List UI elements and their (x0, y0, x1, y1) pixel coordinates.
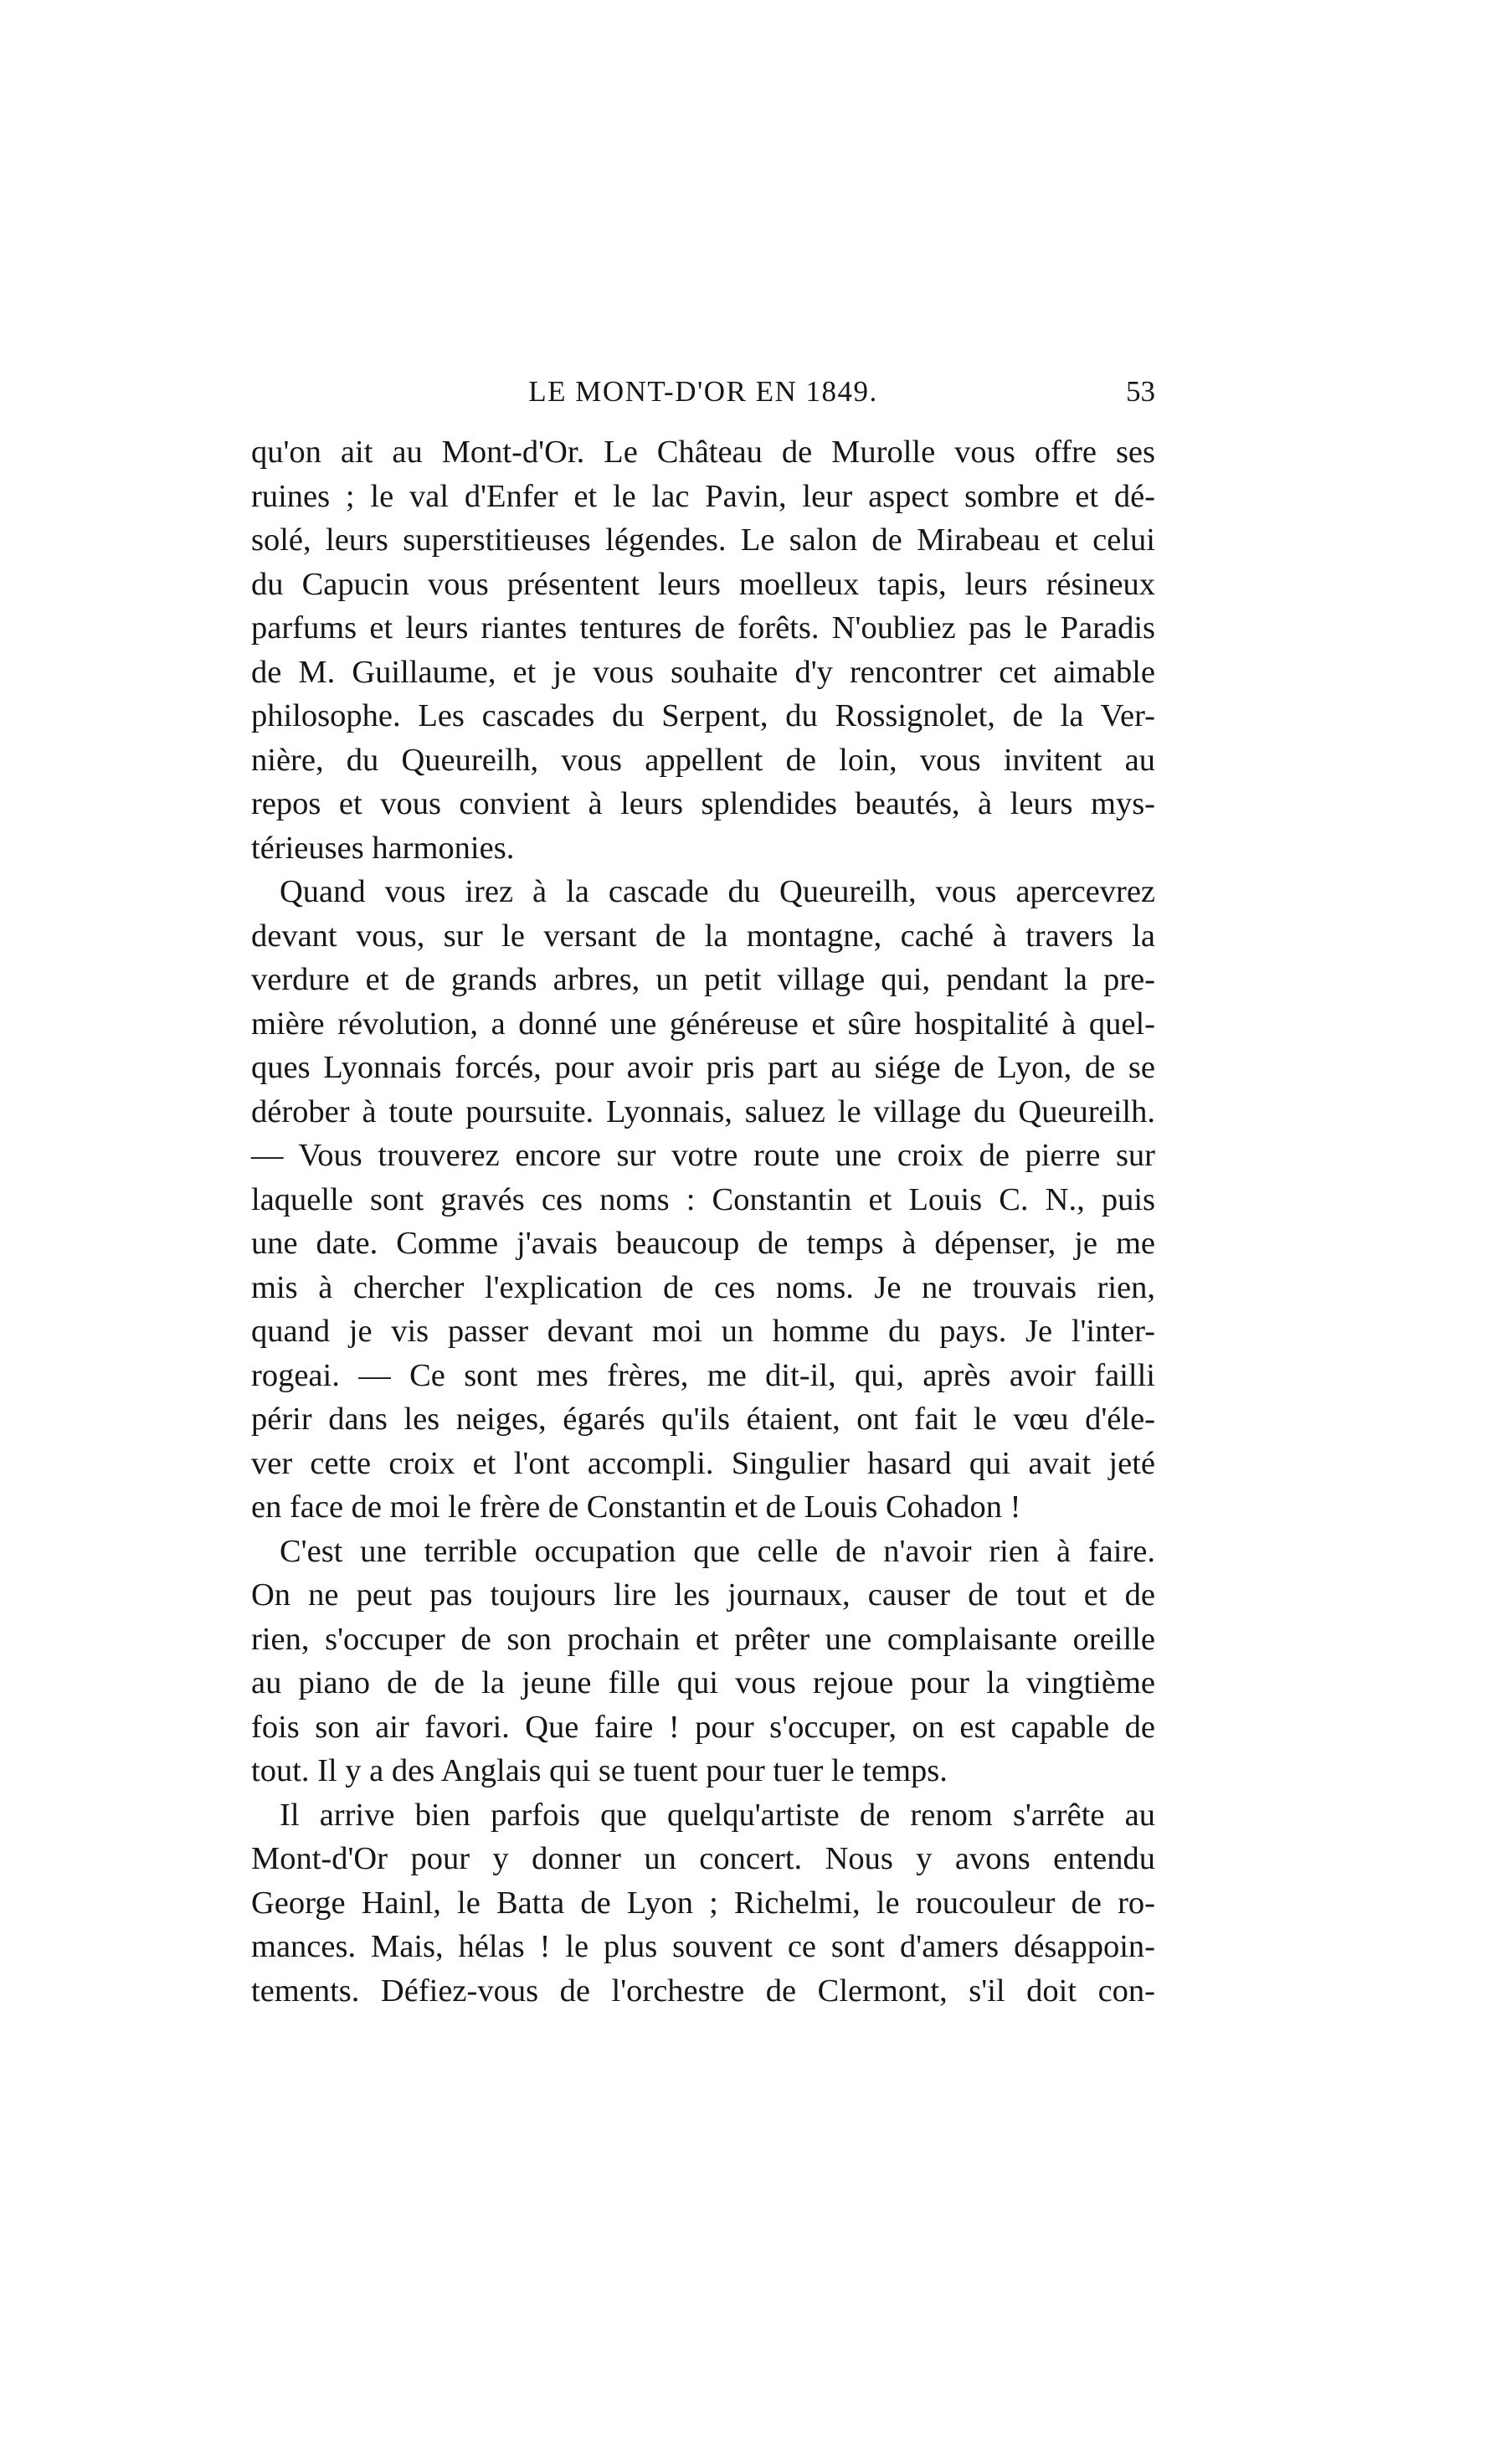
text-line: rien, s'occuper de son prochain et prêter une complaisante oreille (251, 1621, 1155, 1657)
text-line: nière, du Queureilh, vous appellent de loin, vous invitent au (251, 742, 1155, 778)
text-line: une date. Comme j'avais beaucoup de temps à dépenser, je me (251, 1226, 1155, 1261)
text-line: laquelle sont gravés ces noms : Constantin et Louis C. N., puis (251, 1181, 1155, 1217)
text-line: dérober à toute poursuite. Lyonnais, saluez le village du Queureilh. (251, 1093, 1155, 1129)
text-line: George Hainl, le Batta de Lyon ; Richelmi, le roucouleur de ro- (251, 1885, 1155, 1921)
text-line: de M. Guillaume, et je vous souhaite d'y rencontrer cet aimable (251, 654, 1155, 690)
page-header (251, 375, 1155, 425)
text-line: repos et vous convient à leurs splendides beautés, à leurs mys- (251, 786, 1155, 821)
text-line: fois son air favori. Que faire ! pour s'occuper, on est capable de (251, 1709, 1155, 1745)
text-line: tout. Il y a des Anglais qui se tuent pour tuer le temps. (251, 1753, 948, 1788)
text-line: térieuses harmonies. (251, 830, 515, 866)
text-line: Il arrive bien parfois que quelqu'artiste de renom s'arrête au (280, 1797, 1155, 1833)
text-line: verdure et de grands arbres, un petit village qui, pendant la pre- (251, 962, 1155, 997)
text-line: rogeai. — Ce sont mes frères, me dit-il, qui, après avoir failli (251, 1357, 1155, 1393)
text-line: mis à chercher l'explication de ces noms. Je ne trouvais rien, (251, 1269, 1155, 1305)
body-text (251, 430, 1155, 2013)
text-line: parfums et leurs riantes tentures de forêts. N'oubliez pas le Paradis (251, 610, 1155, 646)
text-line: quand je vis passer devant moi un homme du pays. Je l'inter- (251, 1314, 1155, 1349)
text-line: ver cette croix et l'ont accompli. Singulier hasard qui avait jeté (251, 1445, 1155, 1481)
text-line: solé, leurs superstitieuses légendes. Le salon de Mirabeau et celui (251, 522, 1155, 558)
text-line: du Capucin vous présentent leurs moelleux tapis, leurs résineux (251, 566, 1155, 602)
text-line: qu'on ait au Mont-d'Or. Le Château de Murolle vous offre ses (251, 435, 1155, 470)
text-line: au piano de de la jeune fille qui vous rejoue pour la vingtième (251, 1665, 1155, 1700)
text-line: On ne peut pas toujours lire les journaux, causer de tout et de (251, 1577, 1155, 1613)
text-line: mances. Mais, hélas ! le plus souvent ce sont d'amers désappoin- (251, 1929, 1155, 1964)
text-line: — Vous trouverez encore sur votre route une croix de pierre sur (251, 1138, 1155, 1173)
text-line: C'est une terrible occupation que celle de n'avoir rien à faire. (280, 1533, 1155, 1569)
text-line: philosophe. Les cascades du Serpent, du Rossignolet, de la Ver- (251, 698, 1155, 733)
text-line: Quand vous irez à la cascade du Queureilh, vous apercevrez (280, 874, 1155, 909)
page-number: 53 (1126, 375, 1155, 408)
text-line: ques Lyonnais forcés, pour avoir pris part au siége de Lyon, de se (251, 1050, 1155, 1085)
text-line: Mont-d'Or pour y donner un concert. Nous y avons entendu (251, 1841, 1155, 1876)
text-line: périr dans les neiges, égarés qu'ils étaient, ont fait le vœu d'éle- (251, 1402, 1155, 1437)
text-line: en face de moi le frère de Constantin et de Louis Cohadon ! (251, 1489, 1021, 1525)
text-line: tements. Défiez-vous de l'orchestre de Clermont, s'il doit con- (251, 1973, 1155, 2009)
text-line: ruines ; le val d'Enfer et le lac Pavin, leur aspect sombre et dé- (251, 478, 1155, 514)
text-line: devant vous, sur le versant de la montagne, caché à travers la (251, 918, 1155, 954)
text-line: mière révolution, a donné une généreuse et sûre hospitalité à quel- (251, 1006, 1155, 1042)
running-title: LE MONT-D'OR EN 1849. (528, 375, 878, 408)
